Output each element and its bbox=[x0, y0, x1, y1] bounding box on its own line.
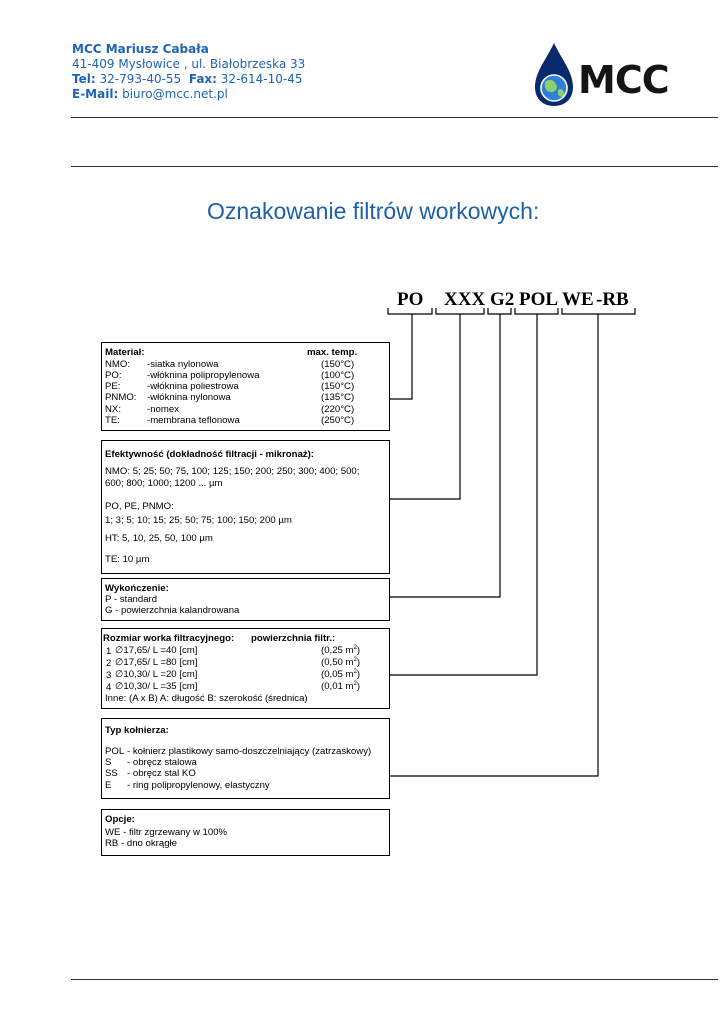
size-area: (0,01 $m^2$) bbox=[321, 681, 361, 692]
flange-code: SS bbox=[105, 768, 118, 779]
code-part-rb: -RB bbox=[596, 289, 629, 310]
material-temp: (250°C) bbox=[321, 415, 355, 426]
mcc-logo bbox=[532, 40, 682, 110]
ht-values: HT: 5, 10, 25, 50, 100 µm bbox=[105, 533, 213, 544]
po-pe-pnmo-label: PO, PE, PNMO: bbox=[105, 501, 174, 512]
material-temp: (135°C) bbox=[321, 392, 355, 403]
finish-item: P - standard bbox=[105, 594, 158, 605]
email-line: E-Mail: biuro@mcc.net.pl bbox=[72, 87, 228, 101]
flange-code: E bbox=[105, 780, 112, 791]
company-address: 41-409 Mysłowice , ul. Białobrzeska 33 bbox=[72, 57, 306, 71]
material-desc: -włóknina nylonowa bbox=[147, 392, 231, 403]
code-part-we: WE bbox=[562, 289, 594, 310]
efficiency-box bbox=[101, 440, 390, 574]
po-pe-pnmo-values: 1; 3; 5; 10; 15; 25; 50; 75; 100; 150; 200 µm bbox=[105, 515, 292, 526]
size-area: (0,05 $m^2$) bbox=[321, 669, 361, 680]
code-part-pol: POL bbox=[519, 289, 559, 310]
material-desc: -włóknina polipropylenowa bbox=[147, 370, 260, 381]
size-heading: Rozmiar worka filtracyjnego: bbox=[103, 633, 235, 644]
options-box bbox=[101, 809, 390, 856]
material-code: PE: bbox=[105, 381, 121, 392]
finish-box bbox=[101, 578, 390, 621]
flange-code: POL bbox=[105, 746, 125, 757]
size-num: 4 bbox=[106, 682, 112, 693]
flange-code: S bbox=[105, 757, 112, 768]
company-name: MCC Mariusz Cabała bbox=[72, 42, 209, 56]
options-item: RB - dno okrągłe bbox=[105, 838, 177, 849]
phone-fax-line: Tel: 32-793-40-55 Fax: 32-614-10-45 bbox=[72, 72, 303, 86]
material-code: TE: bbox=[105, 415, 120, 426]
material-desc: -membrana teflonowa bbox=[147, 415, 240, 426]
code-part-g2: G2 bbox=[490, 289, 515, 310]
connector-lines bbox=[380, 300, 710, 830]
material-box bbox=[101, 342, 390, 431]
material-code: PO: bbox=[105, 370, 122, 381]
flange-desc: - obręcz stalowa bbox=[127, 757, 197, 768]
flange-box bbox=[101, 718, 390, 799]
flange-heading: Typ kołnierza: bbox=[105, 725, 169, 736]
page-title: Oznakowanie filtrów workowych: bbox=[207, 198, 540, 224]
logo-text: MCC bbox=[578, 58, 669, 102]
options-item: WE - filtr zgrzewany w 100% bbox=[105, 827, 228, 838]
flange-desc: - ring polipropylenowy, elastyczny bbox=[127, 780, 270, 791]
material-code: NX: bbox=[105, 404, 121, 415]
code-part-po: PO bbox=[397, 289, 424, 310]
footer-divider bbox=[71, 979, 718, 980]
header-divider bbox=[71, 117, 718, 118]
size-num: 2 bbox=[106, 658, 112, 669]
code-part-xxx: XXX bbox=[444, 289, 486, 310]
email-link[interactable]: biuro@mcc.net.pl bbox=[122, 87, 228, 101]
nmo-values-line1: NMO: 5; 25; 50; 75, 100; 125; 150; 200; 250; 300; 400; 500; bbox=[105, 466, 360, 477]
size-dim: ∅17,65/ L =80 [cm] bbox=[115, 657, 198, 668]
material-temp: (100°C) bbox=[321, 370, 355, 381]
size-area: (0,50 $m^2$) bbox=[321, 657, 361, 668]
te-values: TE: 10 µm bbox=[105, 554, 150, 565]
finish-item: G - powierzchnia kalandrowana bbox=[105, 605, 240, 616]
finish-heading: Wykończenie: bbox=[105, 583, 169, 594]
material-desc: -włóknina poliestrowa bbox=[147, 381, 239, 392]
title-divider-top bbox=[71, 166, 718, 167]
material-desc: -siatka nylonowa bbox=[147, 359, 219, 370]
size-box bbox=[101, 628, 390, 709]
flange-desc: - obręcz stal KO bbox=[127, 768, 196, 779]
area-heading: powierzchnia filtr.: bbox=[251, 633, 336, 644]
size-other: Inne: (A x B) A: długość B: szerokość (średnica) bbox=[105, 693, 308, 704]
size-area: (0,25 $m^2$) bbox=[321, 645, 361, 656]
material-code: PNMO: bbox=[105, 392, 137, 403]
size-num: 3 bbox=[106, 670, 112, 681]
options-heading: Opcje: bbox=[105, 814, 135, 825]
nmo-values-line2: 600; 800; 1000; 1200 ... µm bbox=[105, 478, 223, 489]
material-heading: Materiał: bbox=[105, 347, 145, 358]
material-code: NMO: bbox=[105, 359, 131, 370]
size-dim: ∅10,30/ L =20 [cm] bbox=[115, 669, 198, 680]
flange-desc: - kołnierz plastikowy samo-doszczelniający (zatrzaskowy) bbox=[127, 746, 372, 757]
material-temp: (150°C) bbox=[321, 359, 355, 370]
efficiency-heading: Efektywność (dokładność filtracji - mikronaż): bbox=[105, 449, 314, 460]
material-desc: -nomex bbox=[147, 404, 179, 415]
material-temp: (150°C) bbox=[321, 381, 355, 392]
max-temp-heading: max. temp. bbox=[307, 347, 358, 358]
material-temp: (220°C) bbox=[321, 404, 355, 415]
size-dim: ∅10,30/ L =35 [cm] bbox=[115, 681, 198, 692]
size-num: 1 bbox=[106, 646, 112, 657]
size-dim: ∅17,65/ L =40 [cm] bbox=[115, 645, 198, 656]
